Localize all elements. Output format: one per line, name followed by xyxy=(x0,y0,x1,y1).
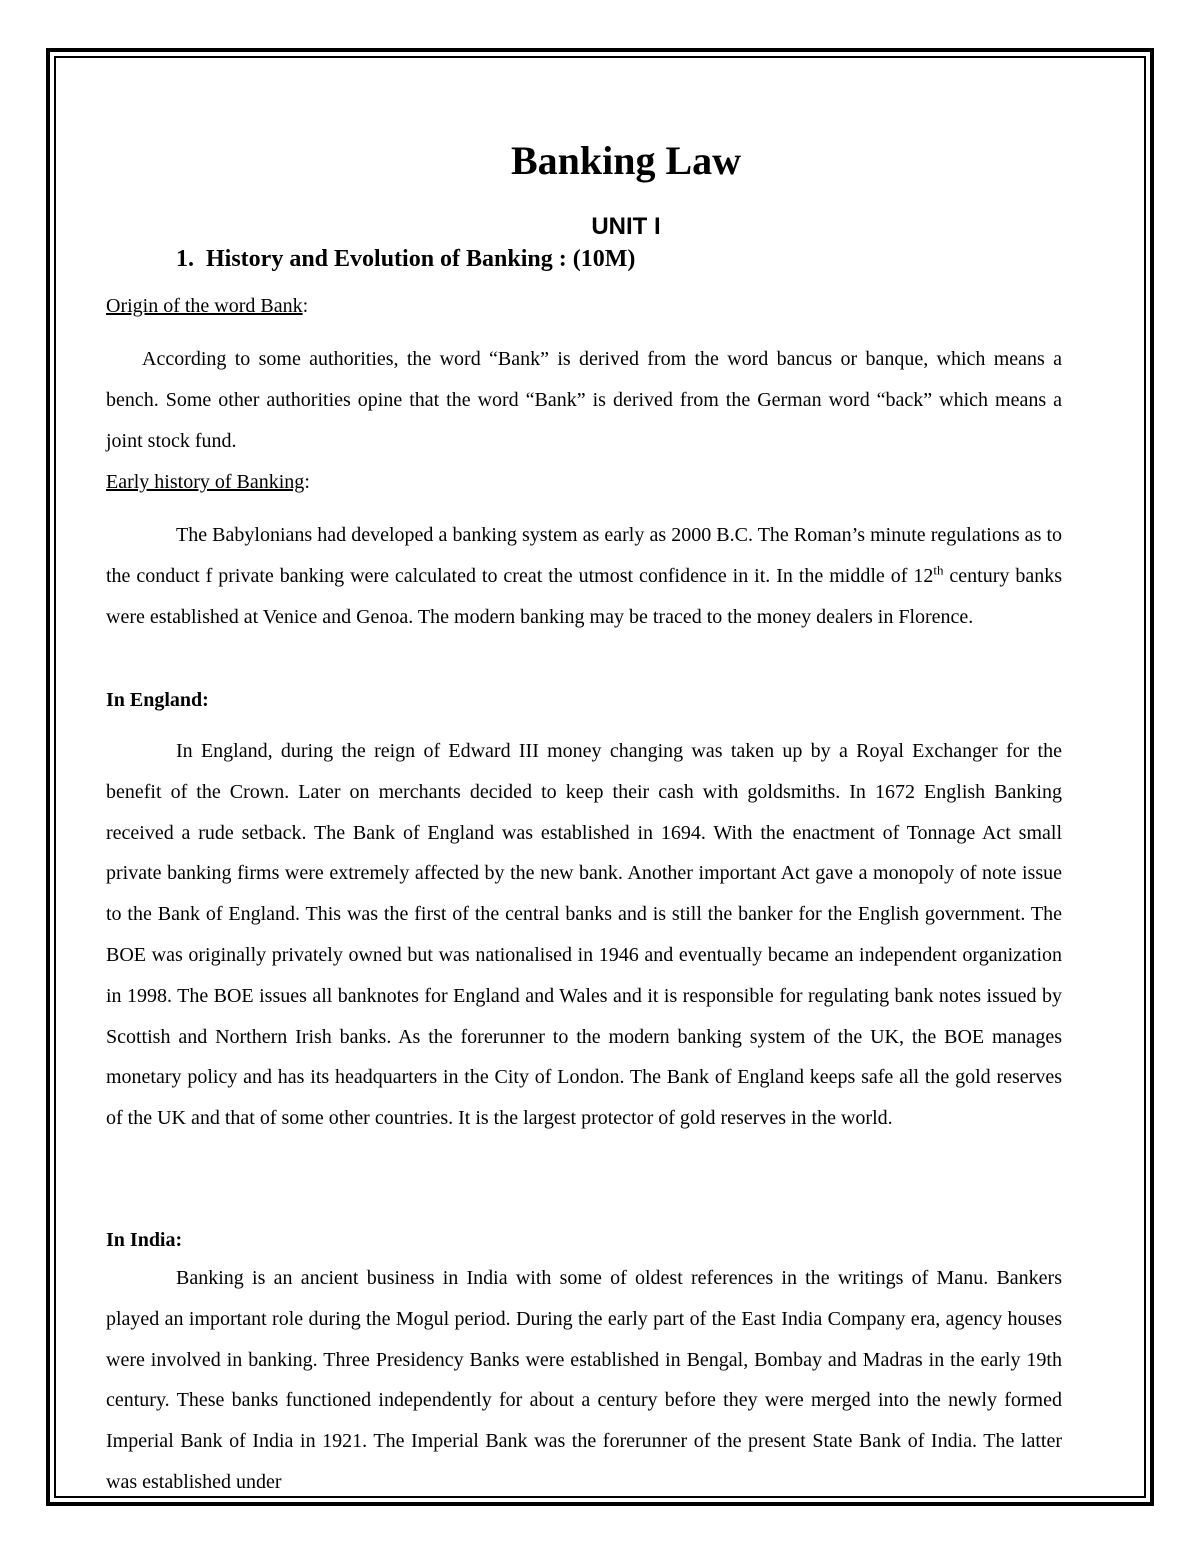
early-history-paragraph xyxy=(106,515,1062,637)
origin-heading xyxy=(106,292,308,320)
unit-heading: UNIT I xyxy=(591,213,661,240)
document-title: Banking Law xyxy=(510,138,742,183)
origin-paragraph: According to some authorities, the word “Bank” is derived from the word bancus or banque, which means a bench. Some other authorities opine that the word “Bank” is derived from the German word “back” which means a joint stock fund. xyxy=(106,348,1062,452)
england-paragraph: In England, during the reign of Edward III money changing was taken up by a Royal Exchanger for the benefit of the Crown. Later on merchants decided to keep their cash with goldsmiths. In 1672 English Banking received a rude setback. The Bank of England was established in 1694. With the enactment of Tonnage Act small private banking firms were extremely affected by the new bank. Another important Act gave a monopoly of note issue to the Bank of England. This was the first of the central banks and is still the banker for the English government. The BOE was originally privately owned but was nationalised in 1946 and eventually became an independent organization in 1998. The BOE issues all banknotes for England and Wales and it is responsible for regulating bank notes issued by Scottish and Northern Irish banks. As the forerunner to the modern banking system of the UK, the BOE manages monetary policy and has its headquarters in the City of London. The Bank of England keeps safe all the gold reserves of the UK and that of some other countries. It is the largest protector of gold reserves in the world. xyxy=(106,740,1062,1130)
india-paragraph: Banking is an ancient business in India with some of oldest references in the writings of Manu. Bankers played an important role during the Mogul period. During the early part of the East India Company era, agency houses were involved in banking. Three Presidency Banks were established in Bengal, Bombay and Madras in the early 19th century. These banks functioned independently for about a century before they were merged into the newly formed Imperial Bank of India in 1921. The Imperial Bank was the forerunner of the present State Bank of India. The latter was established under xyxy=(106,1267,1062,1493)
origin-heading-text: Origin of the word Bank xyxy=(106,295,303,317)
early-history-heading-text: Early history of Banking xyxy=(106,471,305,493)
section-number: 1. xyxy=(176,246,194,272)
early-history-heading-suffix: : xyxy=(304,471,310,493)
india-heading: In India: xyxy=(106,1229,183,1251)
early-history-heading xyxy=(106,468,310,496)
early-history-sup: th xyxy=(933,562,944,578)
early-history-text-1: The Babylonians had developed a banking system as early as 2000 B.C. The Roman’s minute regulations as to the conduct f private banking were calculated to creat the utmost confidence in it. In the middle of 12 xyxy=(106,524,1062,587)
early-history-text-2: century banks were established at Venice and Genoa. The modern banking may be traced to the money dealers in Florence. xyxy=(106,564,1062,628)
section-title: History and Evolution of Banking : (10M) xyxy=(206,246,636,272)
section-heading xyxy=(176,244,635,274)
origin-heading-suffix: : xyxy=(302,295,309,317)
england-heading: In England: xyxy=(106,689,209,711)
